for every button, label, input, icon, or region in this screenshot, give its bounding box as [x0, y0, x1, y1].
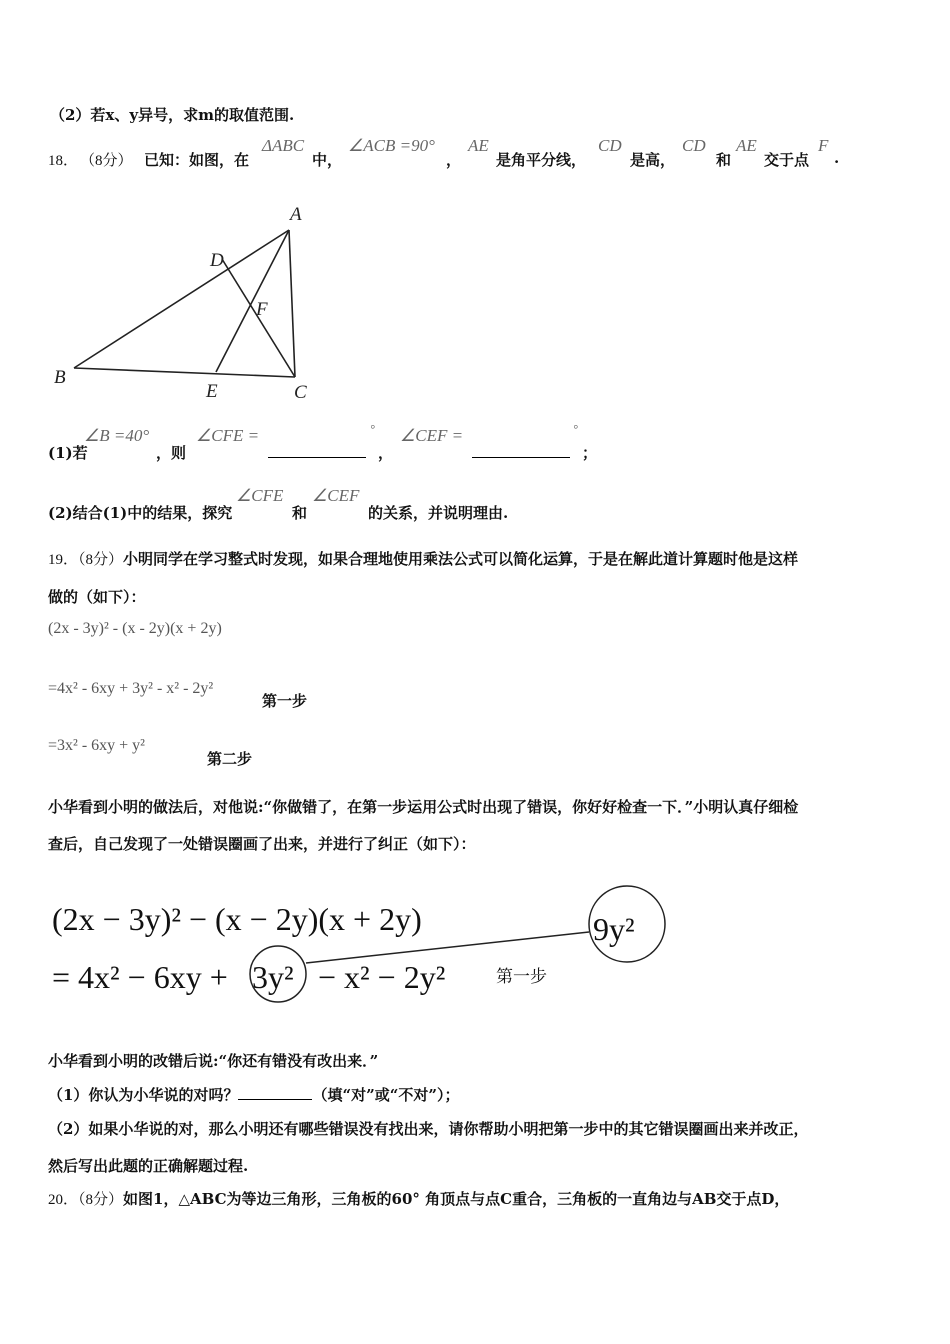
q18-text2: 中， — [312, 151, 343, 169]
q19-line2: 做的（如下）： — [48, 588, 146, 606]
q18-p2-end: 的关系，并说明理由. — [368, 504, 509, 522]
q20-header — [48, 1188, 789, 1209]
q18-text8: . — [834, 149, 840, 167]
q20-text: 如图1，△ABC为等边三角形，三角板的60° 角顶点与点C重合，三角板的一直角边与AB交于点D， — [123, 1190, 790, 1208]
answer-blank-q19[interactable] — [238, 1085, 312, 1100]
q18-cd: CD — [598, 136, 622, 155]
label-e: E — [206, 381, 218, 402]
q19-step2: 第二步 — [207, 750, 253, 768]
q17-part2: （2）若x、y异号，求m的取值范围. — [50, 106, 295, 124]
q18-text3: ， — [446, 151, 462, 169]
label-c: C — [294, 382, 307, 403]
label-f: F — [256, 299, 268, 320]
q18-p1-deg2: ° — [573, 422, 578, 436]
q18-text6: 和 — [716, 151, 732, 169]
q19-ask2b: 然后写出此题的正确解题过程. — [48, 1157, 249, 1175]
q18-score: （8分） — [80, 153, 133, 169]
fig-line2a: = 4x² − 6xy + — [52, 959, 228, 995]
q18-ae2: AE — [736, 136, 757, 155]
q18-number: 18． — [48, 153, 79, 169]
q18-p1-cef: ∠CEF = — [400, 426, 464, 445]
q19-correction-figure — [40, 878, 690, 1008]
q19-para1: 小华看到小明的做法后，对他说:“你做错了，在第一步运用公式时出现了错误，你好好检查一下．”小明认真仔细检 — [48, 798, 799, 816]
label-d: D — [210, 250, 224, 271]
label-a: A — [290, 204, 302, 225]
q18-p1-prefix: (1)若 — [48, 444, 88, 462]
q19-ask1: （1）你认为小华说的对吗？ — [48, 1086, 239, 1104]
q19-expr2: =3x² - 6xy + y² — [48, 737, 145, 754]
answer-blank-cef[interactable] — [472, 443, 570, 458]
fig-line1: (2x − 3y)² − (x − 2y)(x + 2y) — [52, 901, 422, 937]
q18-p1-then: ，则 — [156, 444, 187, 462]
q20-number: 20． — [48, 1192, 79, 1208]
q19-score: （8分） — [78, 552, 124, 568]
q19-ask1b: （填“对”或“不对”）； — [312, 1086, 460, 1104]
q18-text4: 是角平分线， — [496, 151, 587, 169]
q19-number: 19． — [48, 552, 79, 568]
answer-blank-cfe[interactable] — [268, 443, 366, 458]
q18-point-f: F — [818, 136, 829, 155]
q19-para2: 查后，自己发现了一处错误圈画了出来，并进行了纠正（如下）： — [48, 835, 476, 853]
q18-p1-cfe: ∠CFE = — [196, 426, 260, 445]
q19-expr1: =4x² - 6xy + 3y² - x² - 2y² — [48, 680, 214, 697]
q19-say: 小华看到小明的改错后说:“你还有错没有改出来．” — [48, 1052, 379, 1070]
q19-line1: 小明同学在学习整式时发现，如果合理地使用乘法公式可以简化运算，于是在解此道计算题时他是这样 — [123, 550, 799, 568]
fig-circled-term: 3y² — [252, 959, 294, 995]
q18-p2-cef: ∠CEF — [312, 486, 360, 505]
q18-p1-given: ∠B =40° — [84, 426, 150, 445]
q19-ask2a: （2）如果小华说的对，那么小明还有哪些错误没有找出来，请你帮助小明把第一步中的其它错误圈画出来并改正， — [48, 1120, 809, 1138]
fig-step: 第一步 — [496, 967, 547, 987]
q19-step1: 第一步 — [262, 692, 308, 710]
q18-angle: ∠ACB =90° — [348, 136, 435, 155]
q18-p2-cfe: ∠CFE — [236, 486, 284, 505]
q18-triangle: ΔABC — [262, 136, 305, 155]
q18-text1: 已知：如图，在 — [144, 151, 250, 169]
side-ac — [289, 230, 295, 377]
q18-p1-deg1: ° — [370, 422, 375, 436]
q18-text7: 交于点 — [764, 151, 810, 169]
side-bc — [74, 368, 295, 377]
q18-text5: 是高， — [630, 151, 676, 169]
q19-expr0: (2x - 3y)² - (x - 2y)(x + 2y) — [48, 620, 222, 637]
q19-header — [48, 548, 798, 569]
q20-score: （8分） — [78, 1192, 124, 1208]
q18-p2-and: 和 — [292, 504, 308, 522]
fig-correction: 9y² — [593, 911, 635, 947]
q18-cd2: CD — [682, 136, 706, 155]
q18-ae: AE — [468, 136, 489, 155]
label-b: B — [54, 367, 66, 388]
fig-line2b: − x² − 2y² — [318, 959, 446, 995]
q18-triangle-figure — [40, 195, 330, 410]
q18-p1-comma: ， — [378, 444, 394, 462]
q19-ask1-line — [48, 1084, 459, 1105]
q18-p1-end: ； — [582, 444, 598, 462]
q18-p2-prefix: (2)结合(1)中的结果，探究 — [48, 504, 233, 522]
